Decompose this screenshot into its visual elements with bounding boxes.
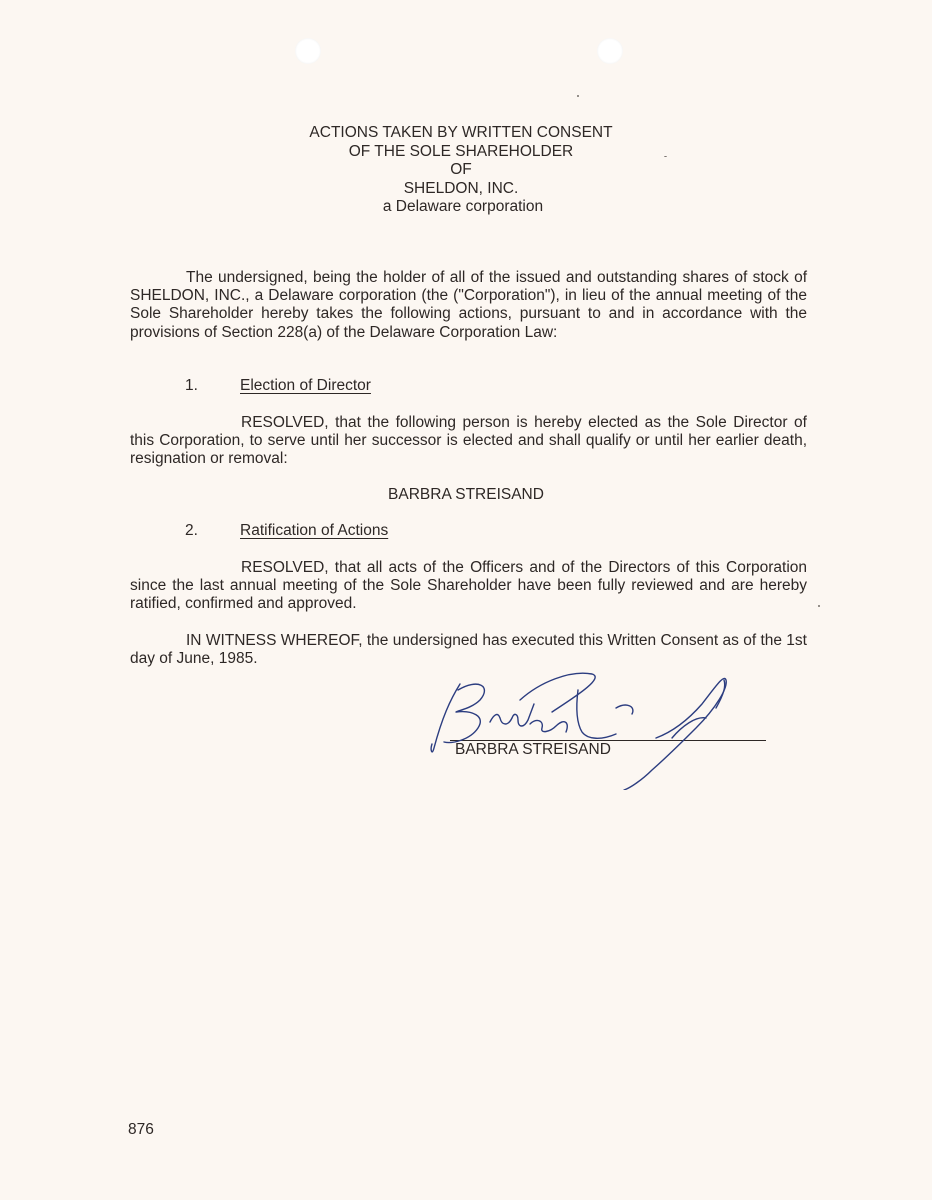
intro-paragraph: The undersigned, being the holder of all of the issued and outstanding shares of stock of SHELDON, INC., a Delaware corporation (the ("Corporation"), in lieu of the annual meeting of the Sole Shareholder hereby takes the following actions, pursuant to and in accordance with the provisions of Section 228(a) of the Delaware Corporation Law: xyxy=(130,269,807,341)
section-1-title: Election of Director xyxy=(240,377,371,394)
page-number: 876 xyxy=(128,1121,154,1138)
section-2-title: Ratification of Actions xyxy=(240,522,389,539)
section-2-heading xyxy=(185,522,388,540)
heading-line-4: SHELDON, INC. xyxy=(403,179,519,197)
section-1-heading xyxy=(185,377,371,395)
document-heading xyxy=(0,124,932,217)
signatory-name: BARBRA STREISAND xyxy=(455,741,611,758)
witness-paragraph: IN WITNESS WHEREOF, the undersigned has executed this Written Consent as of the 1st day of June, 1985. xyxy=(130,632,807,668)
heading-line-1: ACTIONS TAKEN BY WRITTEN CONSENT xyxy=(309,124,613,141)
section-2-number: 2. xyxy=(185,522,198,539)
paper-speck xyxy=(577,95,579,97)
heading-line-3: OF xyxy=(450,161,472,178)
section-2-body: RESOLVED, that all acts of the Officers and of the Directors of this Corporation since the last annual meeting of the Sole Shareholder have been fully reviewed and are hereby ratified, confirmed and approved. xyxy=(130,559,807,613)
section-1-number: 1. xyxy=(185,377,198,394)
punch-hole-right xyxy=(597,38,623,64)
heading-line-2: OF THE SOLE SHAREHOLDER xyxy=(348,142,574,160)
punch-hole-left xyxy=(295,38,321,64)
elected-person-name: BARBRA STREISAND xyxy=(388,486,544,503)
paper-speck xyxy=(818,605,820,607)
section-1-body: RESOLVED, that the following person is hereby elected as the Sole Director of this Corporation, to serve until her successor is elected and shall qualify or until her earlier death, resignation or removal: xyxy=(130,414,807,468)
handwritten-signature xyxy=(420,660,750,790)
heading-line-5: a Delaware corporation xyxy=(382,198,544,215)
